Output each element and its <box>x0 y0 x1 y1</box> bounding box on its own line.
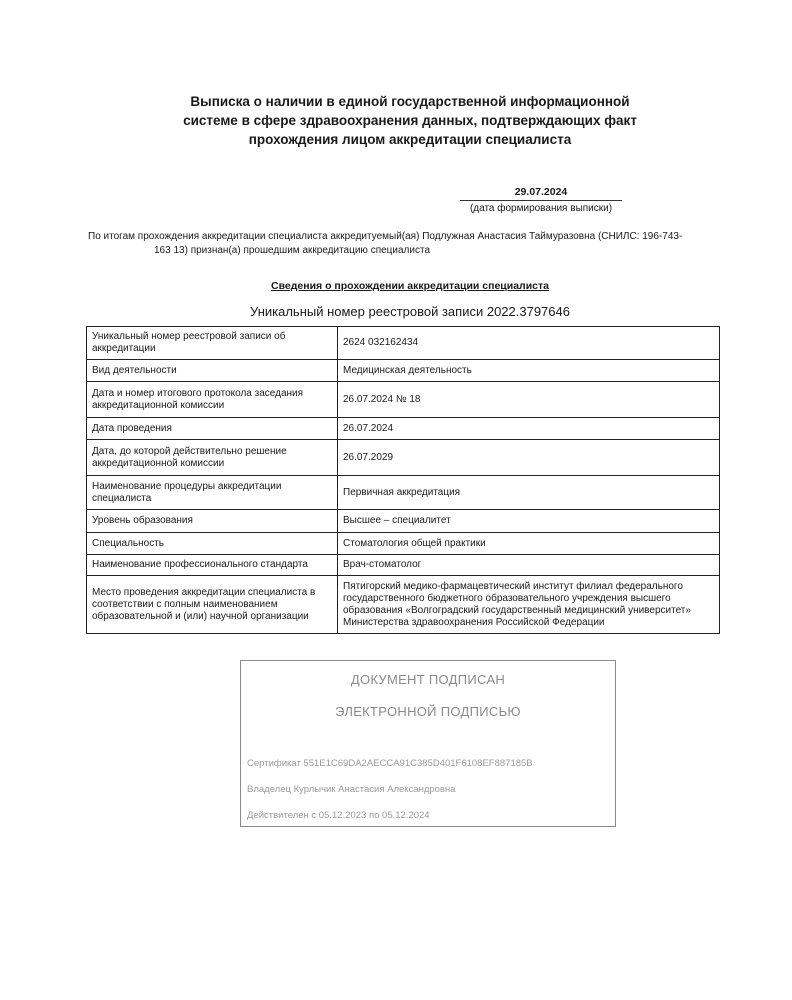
row-label: Уникальный номер реестровой записи об аккредитации <box>87 327 338 360</box>
document-title <box>150 92 670 149</box>
row-value: Высшее – специалитет <box>338 510 720 533</box>
intro-line-1: По итогам прохождения аккредитации специалиста аккредитуемый(ая) Подлужная Анастасия Таймуразовна (СНИЛС: 196-743- <box>88 231 683 242</box>
table-row <box>87 576 720 634</box>
intro-paragraph <box>88 230 728 258</box>
stamp-line-2: ЭЛЕКТРОННОЙ ПОДПИСЬЮ <box>335 704 521 719</box>
title-line-2: системе в сфере здравоохранения данных, подтверждающих факт <box>183 113 637 128</box>
row-value: Стоматология общей практики <box>338 533 720 555</box>
electronic-signature-stamp <box>240 660 616 827</box>
section-heading <box>150 279 670 293</box>
row-value: 26.07.2029 <box>338 440 720 476</box>
row-value: 26.07.2024 <box>338 418 720 440</box>
stamp-owner: Владелец Курлычик Анастасия Александровна <box>247 784 456 795</box>
row-label: Уровень образования <box>87 510 338 533</box>
title-line-1: Выписка о наличии в единой государственной информационной <box>190 94 630 109</box>
table-row <box>87 418 720 440</box>
table-row <box>87 533 720 555</box>
row-value: Первичная аккредитация <box>338 476 720 510</box>
table-row <box>87 510 720 533</box>
row-label: Наименование процедуры аккредитации специалиста <box>87 476 338 510</box>
row-label: Место проведения аккредитации специалиста в соответствии с полным наименованием образовательной и (или) научной организации <box>87 576 338 634</box>
stamp-certificate: Сертификат 551E1C69DA2AECCA91C385D401F6108EF887185B <box>247 758 533 769</box>
row-value: 26.07.2024 № 18 <box>338 382 720 418</box>
section-heading-text: Сведения о прохождении аккредитации специалиста <box>271 280 549 292</box>
row-label: Специальность <box>87 533 338 555</box>
table-row <box>87 327 720 360</box>
row-value: 2624 032162434 <box>338 327 720 360</box>
stamp-line-1: ДОКУМЕНТ ПОДПИСАН <box>350 672 506 687</box>
row-label: Дата, до которой действительно решение аккредитационной комиссии <box>87 440 338 476</box>
table-row <box>87 555 720 576</box>
table-row <box>87 360 720 382</box>
table-row <box>87 382 720 418</box>
intro-line-2: 163 13) признан(а) прошедшим аккредитацию специалиста <box>154 245 431 256</box>
row-label: Дата проведения <box>87 418 338 440</box>
title-line-3: прохождения лицом аккредитации специалиста <box>248 132 572 147</box>
row-label: Наименование профессионального стандарта <box>87 555 338 576</box>
row-label: Вид деятельности <box>87 360 338 382</box>
row-value: Пятигорский медико-фармацевтический институт филиал федерального государственного бюджетного образовательного учреждения высшего образования «Волгоградский государственный медицинский университет» Министерства здравоохранения Российской Федерации <box>338 576 720 634</box>
table-row <box>87 440 720 476</box>
table-row <box>87 476 720 510</box>
issue-date-block <box>460 186 622 215</box>
row-label: Дата и номер итогового протокола заседания аккредитационной комиссии <box>87 382 338 418</box>
issue-date-caption: (дата формирования выписки) <box>469 203 613 214</box>
registry-heading: Уникальный номер реестровой записи 2022.3797646 <box>250 304 570 319</box>
stamp-validity: Действителен с 05.12.2023 по 05.12.2024 <box>247 810 430 821</box>
accreditation-table <box>86 326 720 634</box>
row-value: Медицинская деятельность <box>338 360 720 382</box>
issue-date: 29.07.2024 <box>460 186 622 201</box>
row-value: Врач-стоматолог <box>338 555 720 576</box>
